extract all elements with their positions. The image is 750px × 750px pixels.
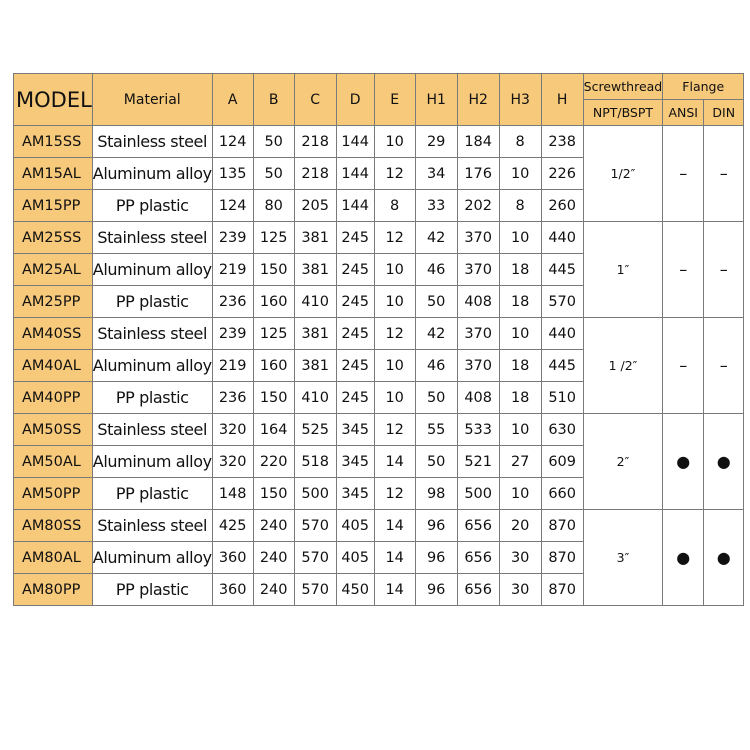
- value-cell: 425: [212, 510, 253, 542]
- value-cell: 184: [457, 126, 499, 158]
- value-cell: 219: [212, 350, 253, 382]
- value-cell: 245: [336, 350, 374, 382]
- value-cell: 20: [499, 510, 541, 542]
- table-row: [14, 126, 744, 158]
- table-row: [14, 414, 744, 446]
- value-cell: 370: [457, 254, 499, 286]
- value-cell: 10: [374, 382, 415, 414]
- value-cell: 10: [499, 478, 541, 510]
- value-cell: 245: [336, 382, 374, 414]
- value-cell: 570: [294, 542, 336, 574]
- value-cell: 521: [457, 446, 499, 478]
- value-cell: 238: [541, 126, 583, 158]
- flange-header: Flange: [663, 74, 744, 100]
- value-cell: 410: [294, 382, 336, 414]
- header-row-top: [14, 74, 744, 100]
- value-cell: 218: [294, 126, 336, 158]
- value-cell: 14: [374, 446, 415, 478]
- din-flange-cell: ●: [704, 510, 744, 606]
- value-cell: 148: [212, 478, 253, 510]
- value-cell: 10: [499, 318, 541, 350]
- model-cell: AM15PP: [14, 190, 93, 222]
- value-cell: 370: [457, 350, 499, 382]
- value-cell: 533: [457, 414, 499, 446]
- value-cell: 8: [374, 190, 415, 222]
- thread-size-cell: 1 /2″: [583, 318, 663, 414]
- material-cell: PP plastic: [92, 382, 212, 414]
- material-cell: Stainless steel: [92, 510, 212, 542]
- value-cell: 370: [457, 318, 499, 350]
- value-cell: 125: [253, 222, 294, 254]
- dim-header-h3: H3: [499, 74, 541, 126]
- value-cell: 160: [253, 286, 294, 318]
- dim-header-e: E: [374, 74, 415, 126]
- material-cell: Aluminum alloy: [92, 446, 212, 478]
- material-header: Material: [92, 74, 212, 126]
- value-cell: 445: [541, 350, 583, 382]
- value-cell: 14: [374, 574, 415, 606]
- value-cell: 46: [415, 254, 457, 286]
- value-cell: 440: [541, 222, 583, 254]
- ansi-flange-cell: –: [663, 318, 704, 414]
- value-cell: 10: [374, 254, 415, 286]
- value-cell: 245: [336, 318, 374, 350]
- value-cell: 219: [212, 254, 253, 286]
- value-cell: 34: [415, 158, 457, 190]
- value-cell: 245: [336, 222, 374, 254]
- value-cell: 46: [415, 350, 457, 382]
- value-cell: 202: [457, 190, 499, 222]
- value-cell: 245: [336, 286, 374, 318]
- value-cell: 570: [294, 574, 336, 606]
- din-flange-cell: –: [704, 222, 744, 318]
- table-row: [14, 318, 744, 350]
- value-cell: 870: [541, 542, 583, 574]
- value-cell: 80: [253, 190, 294, 222]
- value-cell: 381: [294, 222, 336, 254]
- value-cell: 14: [374, 510, 415, 542]
- value-cell: 240: [253, 542, 294, 574]
- value-cell: 630: [541, 414, 583, 446]
- model-cell: AM25AL: [14, 254, 93, 286]
- model-cell: AM25SS: [14, 222, 93, 254]
- material-cell: Aluminum alloy: [92, 350, 212, 382]
- value-cell: 164: [253, 414, 294, 446]
- value-cell: 870: [541, 510, 583, 542]
- value-cell: 345: [336, 414, 374, 446]
- value-cell: 381: [294, 254, 336, 286]
- value-cell: 245: [336, 254, 374, 286]
- value-cell: 144: [336, 190, 374, 222]
- value-cell: 570: [294, 510, 336, 542]
- ansi-flange-cell: ●: [663, 510, 704, 606]
- value-cell: 12: [374, 414, 415, 446]
- spec-sheet: [13, 73, 744, 606]
- value-cell: 405: [336, 542, 374, 574]
- value-cell: 510: [541, 382, 583, 414]
- model-cell: AM15AL: [14, 158, 93, 190]
- value-cell: 656: [457, 510, 499, 542]
- value-cell: 18: [499, 254, 541, 286]
- dim-header-h: H: [541, 74, 583, 126]
- dim-header-b: B: [253, 74, 294, 126]
- value-cell: 8: [499, 190, 541, 222]
- value-cell: 410: [294, 286, 336, 318]
- value-cell: 240: [253, 510, 294, 542]
- material-cell: Aluminum alloy: [92, 158, 212, 190]
- value-cell: 27: [499, 446, 541, 478]
- ansi-flange-cell: –: [663, 222, 704, 318]
- value-cell: 144: [336, 126, 374, 158]
- value-cell: 405: [336, 510, 374, 542]
- value-cell: 10: [499, 158, 541, 190]
- value-cell: 870: [541, 574, 583, 606]
- material-cell: PP plastic: [92, 574, 212, 606]
- value-cell: 260: [541, 190, 583, 222]
- value-cell: 150: [253, 254, 294, 286]
- value-cell: 30: [499, 574, 541, 606]
- din-flange-cell: ●: [704, 414, 744, 510]
- value-cell: 236: [212, 382, 253, 414]
- value-cell: 500: [294, 478, 336, 510]
- thread-size-cell: 2″: [583, 414, 663, 510]
- value-cell: 30: [499, 542, 541, 574]
- value-cell: 50: [253, 126, 294, 158]
- value-cell: 29: [415, 126, 457, 158]
- value-cell: 10: [499, 222, 541, 254]
- value-cell: 50: [415, 446, 457, 478]
- value-cell: 50: [415, 286, 457, 318]
- value-cell: 150: [253, 478, 294, 510]
- value-cell: 18: [499, 286, 541, 318]
- dim-header-h1: H1: [415, 74, 457, 126]
- value-cell: 96: [415, 574, 457, 606]
- value-cell: 345: [336, 446, 374, 478]
- spec-table-body: [14, 126, 744, 606]
- ansi-flange-cell: ●: [663, 414, 704, 510]
- value-cell: 33: [415, 190, 457, 222]
- value-cell: 10: [499, 414, 541, 446]
- value-cell: 124: [212, 126, 253, 158]
- value-cell: 125: [253, 318, 294, 350]
- value-cell: 12: [374, 222, 415, 254]
- din-header: DIN: [704, 100, 744, 126]
- value-cell: 150: [253, 382, 294, 414]
- value-cell: 345: [336, 478, 374, 510]
- value-cell: 144: [336, 158, 374, 190]
- value-cell: 408: [457, 286, 499, 318]
- thread-size-cell: 1″: [583, 222, 663, 318]
- dim-header-c: C: [294, 74, 336, 126]
- value-cell: 10: [374, 350, 415, 382]
- model-cell: AM25PP: [14, 286, 93, 318]
- value-cell: 98: [415, 478, 457, 510]
- value-cell: 609: [541, 446, 583, 478]
- value-cell: 239: [212, 318, 253, 350]
- value-cell: 236: [212, 286, 253, 318]
- material-cell: Aluminum alloy: [92, 254, 212, 286]
- value-cell: 239: [212, 222, 253, 254]
- value-cell: 320: [212, 414, 253, 446]
- value-cell: 656: [457, 542, 499, 574]
- value-cell: 160: [253, 350, 294, 382]
- thread-size-cell: 3″: [583, 510, 663, 606]
- model-header: MODEL: [14, 74, 93, 126]
- value-cell: 220: [253, 446, 294, 478]
- value-cell: 176: [457, 158, 499, 190]
- value-cell: 42: [415, 318, 457, 350]
- value-cell: 55: [415, 414, 457, 446]
- value-cell: 50: [253, 158, 294, 190]
- spec-table: [13, 73, 744, 606]
- model-cell: AM50AL: [14, 446, 93, 478]
- model-cell: AM80AL: [14, 542, 93, 574]
- value-cell: 12: [374, 158, 415, 190]
- value-cell: 10: [374, 126, 415, 158]
- material-cell: PP plastic: [92, 478, 212, 510]
- value-cell: 124: [212, 190, 253, 222]
- table-row: [14, 510, 744, 542]
- material-cell: PP plastic: [92, 286, 212, 318]
- value-cell: 370: [457, 222, 499, 254]
- value-cell: 18: [499, 382, 541, 414]
- din-flange-cell: –: [704, 126, 744, 222]
- value-cell: 518: [294, 446, 336, 478]
- npt-bspt-header: NPT/BSPT: [583, 100, 663, 126]
- value-cell: 660: [541, 478, 583, 510]
- material-cell: Stainless steel: [92, 126, 212, 158]
- model-cell: AM50SS: [14, 414, 93, 446]
- value-cell: 226: [541, 158, 583, 190]
- value-cell: 12: [374, 318, 415, 350]
- model-cell: AM80SS: [14, 510, 93, 542]
- value-cell: 360: [212, 574, 253, 606]
- value-cell: 445: [541, 254, 583, 286]
- material-cell: PP plastic: [92, 190, 212, 222]
- value-cell: 14: [374, 542, 415, 574]
- table-row: [14, 222, 744, 254]
- dim-header-h2: H2: [457, 74, 499, 126]
- value-cell: 205: [294, 190, 336, 222]
- screwthread-header: Screwthread: [583, 74, 663, 100]
- value-cell: 525: [294, 414, 336, 446]
- value-cell: 135: [212, 158, 253, 190]
- material-cell: Stainless steel: [92, 414, 212, 446]
- material-cell: Stainless steel: [92, 222, 212, 254]
- value-cell: 500: [457, 478, 499, 510]
- thread-size-cell: 1/2″: [583, 126, 663, 222]
- value-cell: 440: [541, 318, 583, 350]
- model-cell: AM50PP: [14, 478, 93, 510]
- value-cell: 320: [212, 446, 253, 478]
- value-cell: 450: [336, 574, 374, 606]
- dim-header-d: D: [336, 74, 374, 126]
- value-cell: 18: [499, 350, 541, 382]
- value-cell: 570: [541, 286, 583, 318]
- value-cell: 656: [457, 574, 499, 606]
- value-cell: 381: [294, 350, 336, 382]
- value-cell: 42: [415, 222, 457, 254]
- model-cell: AM15SS: [14, 126, 93, 158]
- model-cell: AM40AL: [14, 350, 93, 382]
- ansi-flange-cell: –: [663, 126, 704, 222]
- ansi-header: ANSI: [663, 100, 704, 126]
- value-cell: 360: [212, 542, 253, 574]
- value-cell: 50: [415, 382, 457, 414]
- value-cell: 96: [415, 510, 457, 542]
- value-cell: 240: [253, 574, 294, 606]
- model-cell: AM80PP: [14, 574, 93, 606]
- value-cell: 8: [499, 126, 541, 158]
- value-cell: 96: [415, 542, 457, 574]
- value-cell: 381: [294, 318, 336, 350]
- material-cell: Stainless steel: [92, 318, 212, 350]
- value-cell: 12: [374, 478, 415, 510]
- value-cell: 10: [374, 286, 415, 318]
- value-cell: 408: [457, 382, 499, 414]
- model-cell: AM40PP: [14, 382, 93, 414]
- material-cell: Aluminum alloy: [92, 542, 212, 574]
- din-flange-cell: –: [704, 318, 744, 414]
- value-cell: 218: [294, 158, 336, 190]
- dim-header-a: A: [212, 74, 253, 126]
- model-cell: AM40SS: [14, 318, 93, 350]
